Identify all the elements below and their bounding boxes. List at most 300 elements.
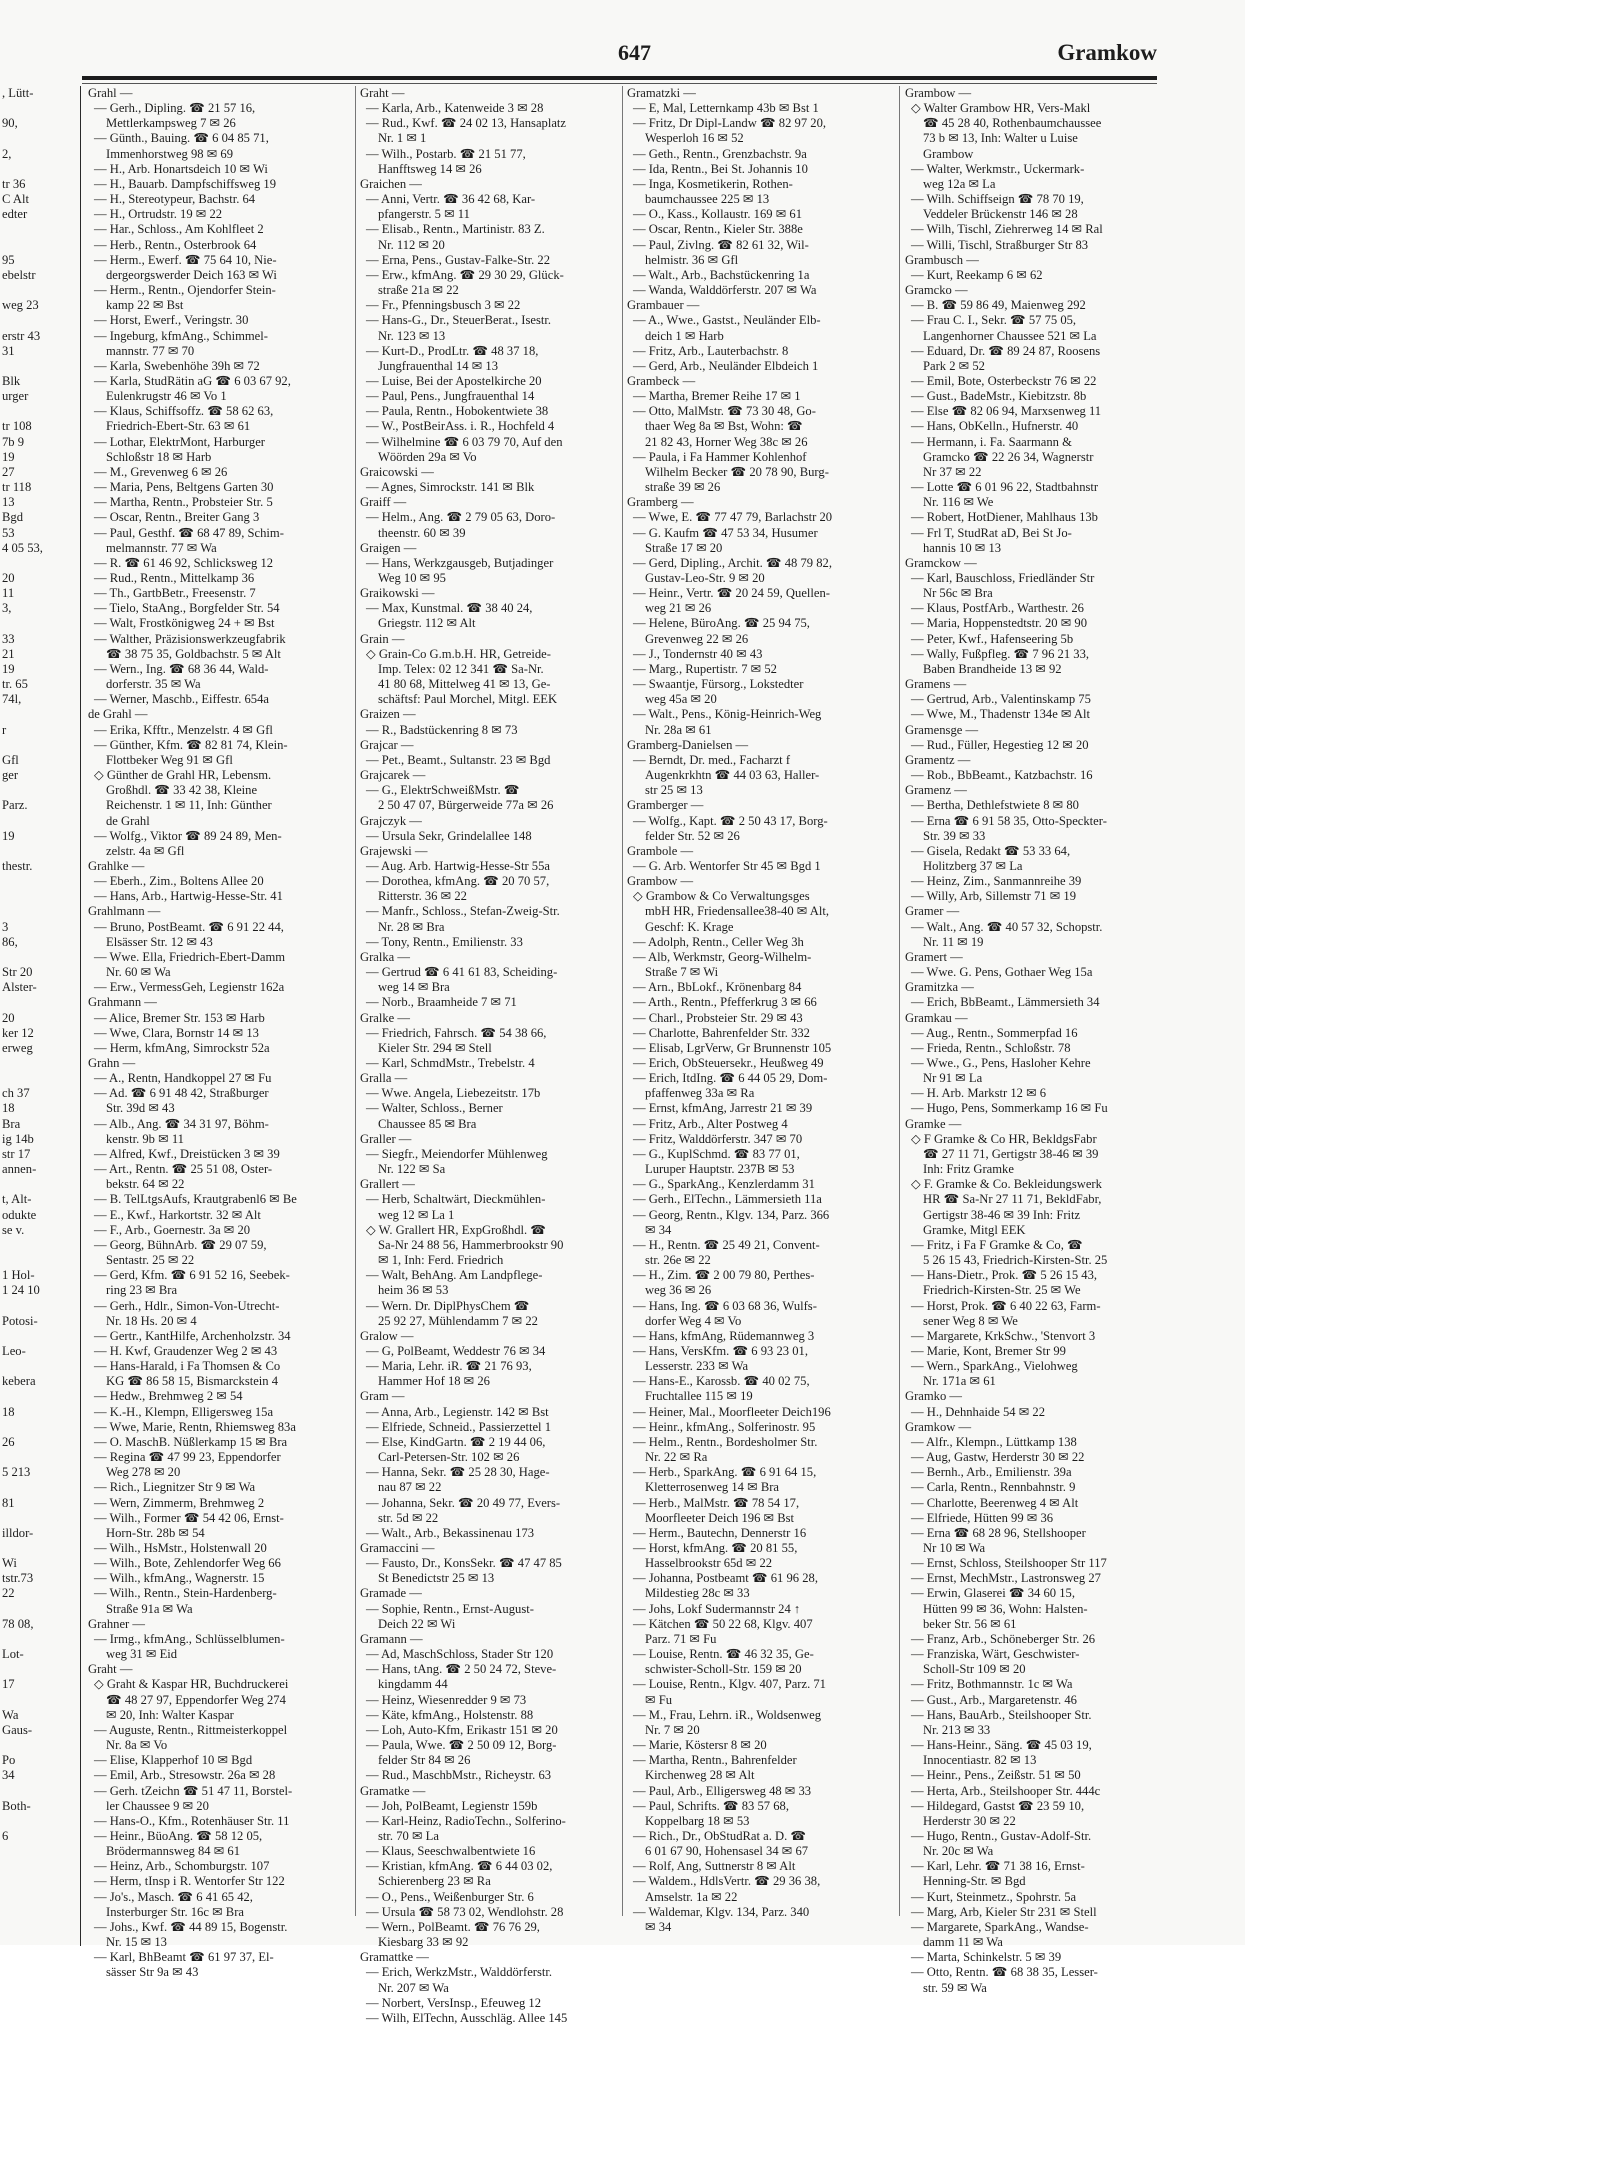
directory-line: — Elisab., Rentn., Martinistr. 83 Z. <box>366 222 545 237</box>
directory-line: — Auguste, Rentn., Rittmeisterkoppel <box>94 1722 288 1737</box>
directory-line: Nr. 116 ✉ We <box>923 495 994 510</box>
directory-line: — Erw., VermessGeh, Legienstr 162a <box>94 980 285 995</box>
directory-line: 21 82 43, Horner Weg 38c ✉ 26 <box>645 434 808 449</box>
directory-line: — Wwe., G., Pens, Hasloher Kehre <box>911 1056 1091 1070</box>
directory-line: Schierenberg 23 ✉ Ra <box>378 1874 491 1889</box>
directory-line: KG ☎ 86 58 15, Bismarckstein 4 <box>106 1374 279 1389</box>
directory-line: ◇ Grain-Co G.m.b.H. HR, Getreide- <box>366 646 551 661</box>
directory-line: Brödermannsweg 84 ✉ 61 <box>106 1844 241 1859</box>
directory-line: ☎ 27 11 71, Gertigstr 38-46 ✉ 39 <box>923 1146 1099 1161</box>
margin-fragment: Alster- <box>2 980 37 995</box>
margin-fragment: ger <box>2 768 19 783</box>
directory-line: — Herm., Ewerf. ☎ 75 64 10, Nie- <box>94 252 277 267</box>
margin-fragment <box>0 313 80 328</box>
directory-line: — B. TelLtgsAufs, Krautgrabenl6 ✉ Be <box>94 1192 297 1207</box>
directory-line: ◇ W. Grallert HR, ExpGroßhdl. ☎ <box>366 1222 546 1237</box>
directory-line: Gramcko — <box>905 283 968 298</box>
directory-line: ◇ Graht & Kaspar HR, Buchdruckerei <box>94 1677 289 1692</box>
directory-line: — Alfr., Klempn., Lüttkamp 138 <box>911 1434 1077 1449</box>
directory-line: Nr. 20c ✉ Wa <box>923 1844 994 1859</box>
column-4 <box>905 86 1160 1995</box>
directory-line: — Gerd, Kfm. ☎ 6 91 52 16, Seebek- <box>94 1268 290 1283</box>
directory-line: — Wilhelmine ☎ 6 03 79 70, Auf den <box>366 434 563 449</box>
directory-line: — Hans, tAng. ☎ 2 50 24 72, Steve- <box>366 1662 557 1677</box>
directory-line: Gramberg — <box>627 495 694 510</box>
directory-line: Kieler Str. 294 ✉ Stell <box>378 1040 492 1055</box>
directory-line: — Gust., Arb., Margaretenstr. 46 <box>911 1692 1077 1707</box>
directory-line: — Günther, Kfm. ☎ 82 81 74, Klein- <box>94 737 288 752</box>
directory-line: — Karla, Arb., Katenweide 3 ✉ 28 <box>366 101 544 116</box>
directory-line: — Wilh, Tischl, Ziehrerweg 14 ✉ Ral <box>911 222 1103 237</box>
directory-line: Grambeck — <box>627 373 696 388</box>
margin-fragment <box>0 1238 80 1253</box>
directory-line: — Tielo, StaAng., Borgfelder Str. 54 <box>94 601 280 616</box>
directory-line: Koppelbarg 18 ✉ 53 <box>645 1813 750 1828</box>
directory-line: — Alb., Ang. ☎ 34 31 97, Böhm- <box>94 1116 269 1131</box>
directory-line: — Charlotte, Beerenweg 4 ✉ Alt <box>911 1495 1079 1510</box>
directory-line: weg 14 ✉ Bra <box>378 980 450 995</box>
directory-line: — Gerh., Dipling. ☎ 21 57 16, <box>94 101 256 116</box>
margin-fragment: ig 14b <box>2 1131 34 1146</box>
directory-line: Graizen — <box>360 707 416 722</box>
directory-line: — Rud., MaschbMstr., Richeystr. 63 <box>366 1768 552 1783</box>
directory-line: — Rich., Liegnitzer Str 9 ✉ Wa <box>94 1480 256 1495</box>
directory-line: de Grahl — <box>88 707 148 722</box>
directory-line: — Peter, Kwf., Hafenseering 5b <box>911 631 1074 646</box>
directory-line: baumchaussee 225 ✉ 13 <box>645 192 770 207</box>
directory-line: — Fr., Pfenningsbusch 3 ✉ 22 <box>366 298 521 313</box>
margin-fragment: tr. 65 <box>2 677 28 692</box>
directory-line: straße 39 ✉ 26 <box>645 480 721 495</box>
margin-fragment: urger <box>2 389 29 404</box>
directory-line: nau 87 ✉ 22 <box>378 1480 442 1495</box>
margin-fragment: 86, <box>2 934 18 949</box>
margin-fragment <box>0 1480 80 1495</box>
directory-line: — Paul, Pens., Jungfrauenthal 14 <box>366 389 535 404</box>
margin-fragment: erweg <box>2 1040 33 1055</box>
directory-line: 25 92 27, Mühlendamm 7 ✉ 22 <box>378 1313 538 1328</box>
directory-line: sässer Str 9a ✉ 43 <box>106 1965 199 1980</box>
directory-line: — Waldemar, Klgv. 134, Parz. 340 <box>633 1904 810 1919</box>
directory-line: Nr. 15 ✉ 13 <box>106 1935 167 1950</box>
directory-line: — Hans, Arb., Hartwig-Hesse-Str. 41 <box>94 889 283 904</box>
margin-fragment: tr 108 <box>2 419 32 434</box>
directory-line: — Georg, BühnArb. ☎ 29 07 59, <box>94 1237 267 1252</box>
directory-line: — Hermann, i. Fa. Saarmann & <box>911 434 1072 449</box>
directory-line: — Louise, Rentn. ☎ 46 32 35, Ge- <box>633 1647 814 1662</box>
directory-line: — Anna, Arb., Legienstr. 142 ✉ Bst <box>366 1404 549 1419</box>
margin-fragment <box>0 1541 80 1556</box>
directory-line: — Walther, Präzisionswerkzeugfabrik <box>94 631 286 646</box>
directory-line: — Aug., Rentn., Sommerpfad 16 <box>911 1025 1078 1040</box>
column-3 <box>627 86 895 1934</box>
directory-line: Henning-Str. ✉ Bgd <box>923 1874 1026 1889</box>
directory-line: pfaffenweg 33a ✉ Ra <box>645 1086 755 1101</box>
directory-line: str. 5d ✉ 22 <box>378 1510 439 1525</box>
directory-line: 73 b ✉ 13, Inh: Walter u Luise <box>923 131 1078 146</box>
directory-line: Gertigstr 38-46 ✉ 39 Inh: Fritz <box>923 1207 1081 1222</box>
column-divider <box>899 86 900 1916</box>
directory-line: ring 23 ✉ Bra <box>106 1283 178 1298</box>
directory-line: — Carla, Rentn., Rennbahnstr. 9 <box>911 1480 1076 1495</box>
directory-line: — Georg, Rentn., Klgv. 134, Parz. 366 <box>633 1207 830 1222</box>
directory-line: — Herm., Bautechn, Dennerstr 16 <box>633 1525 807 1540</box>
directory-line: ✉ 34 <box>645 1222 672 1237</box>
directory-line: — Erich, BbBeamt., Lämmersieth 34 <box>911 995 1100 1010</box>
margin-fragment <box>0 1602 80 1617</box>
directory-line: — Gertr., KantHilfe, Archenholzstr. 34 <box>94 1328 291 1343</box>
directory-line: — M., Grevenweg 6 ✉ 26 <box>94 464 228 479</box>
margin-fragment <box>0 1329 80 1344</box>
directory-line: kingdamm 44 <box>378 1677 448 1692</box>
directory-line: — Marta, Schinkelstr. 5 ✉ 39 <box>911 1950 1062 1965</box>
directory-line: — Wwe, E. ☎ 77 47 79, Barlachstr 20 <box>633 510 833 525</box>
directory-line: Friedrich-Kirsten-Str. 25 ✉ We <box>923 1283 1081 1298</box>
directory-line: — Horst, kfmAng. ☎ 20 81 55, <box>633 1541 798 1555</box>
directory-line: — Heinz, Arb., Schomburgstr. 107 <box>94 1859 270 1874</box>
directory-line: — Rud., Füller, Hegestieg 12 ✉ 20 <box>911 737 1089 752</box>
directory-line: hannis 10 ✉ 13 <box>923 540 1002 555</box>
directory-line: — G., ElektrSchweißMstr. ☎ <box>366 783 520 798</box>
margin-fragment <box>0 1056 80 1071</box>
directory-line: — Herm., Rentn., Ojendorfer Stein- <box>94 283 276 298</box>
directory-line: — Erich, ItdIng. ☎ 6 44 05 29, Dom- <box>633 1071 828 1086</box>
directory-line: — Herta, Arb., Steilshooper Str. 444c <box>911 1783 1101 1798</box>
directory-line: — H., Arb. Honartsdeich 10 ✉ Wi <box>94 161 268 176</box>
directory-line: — Klaus, Schiffsoffz. ☎ 58 62 63, <box>94 404 274 419</box>
directory-line: — Aug, Gastw, Herderstr 30 ✉ 22 <box>911 1450 1085 1465</box>
margin-fragment: 34 <box>2 1768 15 1783</box>
directory-line: — Rud., Rentn., Mittelkamp 36 <box>94 571 255 585</box>
directory-line: Deich 22 ✉ Wi <box>378 1616 456 1631</box>
directory-line: pfangerstr. 5 ✉ 11 <box>378 207 470 222</box>
directory-line: Grambauer — <box>627 298 700 313</box>
directory-line: kenstr. 9b ✉ 11 <box>106 1131 184 1146</box>
directory-line: — Rob., BbBeamt., Katzbachstr. 16 <box>911 768 1093 783</box>
directory-line: ✉ 34 <box>645 1919 672 1934</box>
directory-line: Grambole — <box>627 843 694 858</box>
directory-line: Gralka — <box>360 949 411 964</box>
directory-line: — Horst, Ewerf., Veringstr. 30 <box>94 313 249 328</box>
directory-line: Gramitzka — <box>905 980 974 995</box>
directory-line: — Helm., Rentn., Bordesholmer Str. <box>633 1434 818 1449</box>
directory-line: — Manfr., Schloss., Stefan-Zweig-Str. <box>366 904 560 919</box>
directory-line: — Wwe. Ella, Friedrich-Ebert-Damm <box>94 949 286 964</box>
directory-line: weg 21 ✉ 26 <box>645 601 712 616</box>
margin-fragment: 20 <box>2 1010 15 1025</box>
directory-line: mannstr. 77 ✉ 70 <box>106 343 195 358</box>
directory-line: — Rud., Kwf. ☎ 24 02 13, Hansaplatz <box>366 116 567 131</box>
margin-fragment <box>0 359 80 374</box>
margin-fragment <box>0 1632 80 1647</box>
directory-line: — Hugo, Rentn., Gustav-Adolf-Str. <box>911 1828 1092 1843</box>
directory-line: — A., Wwe., Gastst., Neuländer Elb- <box>633 313 821 328</box>
directory-line: — G. Kaufm ☎ 47 53 34, Husumer <box>633 525 818 540</box>
directory-line: — Norb., Braamheide 7 ✉ 71 <box>366 995 517 1010</box>
margin-fragment: annen- <box>2 1162 37 1177</box>
directory-line: — Wwe, M., Thadenstr 134e ✉ Alt <box>911 707 1091 722</box>
margin-fragment: ker 12 <box>2 1025 34 1040</box>
directory-line: — Walter, Schloss., Berner <box>366 1101 503 1116</box>
directory-line: — Lothar, ElektrMont, Harburger <box>94 434 265 449</box>
page-header <box>0 40 1245 70</box>
directory-line: — Eduard, Dr. ☎ 89 24 87, Roosens <box>911 343 1101 358</box>
directory-line: — Frl T, StudRat aD, Bei St Jo- <box>911 525 1072 540</box>
directory-line: Mettlerkampsweg 7 ✉ 26 <box>106 116 236 131</box>
margin-fragment <box>0 738 80 753</box>
directory-line: Gramcko ☎ 22 26 34, Wagnerstr <box>923 449 1094 464</box>
margin-fragment <box>0 1662 80 1677</box>
margin-fragment: 18 <box>2 1404 15 1419</box>
directory-line: — O., Kass., Kollaustr. 169 ✉ 61 <box>633 207 803 222</box>
directory-line: — Paula, i Fa Hammer Kohlenhof <box>633 449 807 464</box>
directory-line: — Johs., Kwf. ☎ 44 89 15, Bogenstr. <box>94 1919 288 1934</box>
directory-line: — Anni, Vertr. ☎ 36 42 68, Kar- <box>366 192 536 207</box>
directory-line: — Gerd, Dipling., Archit. ☎ 48 79 82, <box>633 555 832 570</box>
directory-line: — Gisela, Redakt ☎ 53 33 64, <box>911 843 1071 858</box>
directory-line: — Elisab, LgrVerw, Gr Brunnenstr 105 <box>633 1040 832 1055</box>
directory-line: Gramert — <box>905 949 963 964</box>
directory-line: — Irmg., kfmAng., Schlüsselblumen- <box>94 1631 285 1646</box>
directory-line: melmannstr. 77 ✉ Wa <box>106 540 217 555</box>
directory-line: — Marg., Rupertistr. 7 ✉ 52 <box>633 661 777 676</box>
directory-line: — H., Rentn. ☎ 25 49 21, Convent- <box>633 1237 820 1252</box>
directory-line: Mildestieg 28c ✉ 33 <box>645 1586 750 1601</box>
directory-line: — Walt., Ang. ☎ 40 57 32, Schopstr. <box>911 919 1103 934</box>
directory-line: Gramke — <box>905 1116 962 1131</box>
directory-line: str. 59 ✉ Wa <box>923 1980 987 1995</box>
directory-line: — Charlotte, Bahrenfelder Str. 332 <box>633 1025 810 1040</box>
directory-line: Gramann — <box>360 1631 423 1646</box>
directory-line: — Ursula ☎ 58 73 02, Wendlohstr. 28 <box>366 1904 564 1919</box>
directory-line: — W., PostBeirAss. i. R., Hochfeld 4 <box>366 419 555 434</box>
directory-line: — Karl, SchmdMstr., Trebelstr. 4 <box>366 1056 535 1070</box>
directory-line: Graigen — <box>360 540 417 555</box>
directory-line: Grambow — <box>627 874 694 889</box>
directory-line: — Waldem., HdlsVertr. ☎ 29 36 38, <box>633 1874 821 1889</box>
directory-line: — Hans-E., Karossb. ☎ 40 02 75, <box>633 1374 810 1389</box>
directory-line: str. 70 ✉ La <box>378 1828 439 1843</box>
directory-line: — Alfred, Kwf., Dreistücken 3 ✉ 39 <box>94 1146 280 1161</box>
margin-fragment: 6 <box>2 1828 9 1843</box>
directory-line: Jungfrauenthal 14 ✉ 13 <box>378 358 499 373</box>
margin-fragment: 20 <box>2 571 15 585</box>
margin-fragment: tstr.73 <box>2 1571 34 1586</box>
directory-line: — Johs, Lokf Sudermannstr 24 ↑ <box>633 1601 801 1616</box>
directory-line: — Alice, Bremer Str. 153 ✉ Harb <box>94 1010 265 1025</box>
directory-line: — Hans, ObKelln., Hufnerstr. 40 <box>911 419 1079 434</box>
directory-line: Immenhorstweg 98 ✉ 69 <box>106 146 234 161</box>
directory-line: Grahl — <box>88 86 133 100</box>
margin-fragment: Parz. <box>2 798 28 813</box>
directory-line: Nr. 28 ✉ Bra <box>378 919 445 934</box>
directory-line: Grajewski — <box>360 843 428 858</box>
directory-line: sener Weg 8 ✉ We <box>923 1313 1018 1328</box>
directory-line: Gramko — <box>905 1389 963 1404</box>
directory-line: — Hildegard, Gastst ☎ 23 59 10, <box>911 1798 1085 1813</box>
directory-line: — Otto, MalMstr. ☎ 73 30 48, Go- <box>633 404 816 419</box>
directory-line: — G., KuplSchmd. ☎ 83 77 01, <box>633 1146 800 1161</box>
margin-fragment <box>0 238 80 253</box>
directory-line: Insterburger Str. 16c ✉ Bra <box>106 1904 244 1919</box>
margin-fragment <box>0 162 80 177</box>
directory-line: Kiesbarg 33 ✉ 92 <box>378 1935 469 1950</box>
margin-fragment <box>0 1071 80 1086</box>
margin-fragment: 78 08, <box>2 1616 34 1631</box>
directory-line: Flottbeker Weg 91 ✉ Gfl <box>106 752 233 767</box>
directory-line: Innocentiastr. 82 ✉ 13 <box>923 1753 1037 1768</box>
directory-line: — Alb, Werkmstr, Georg-Wilhelm- <box>633 949 812 964</box>
directory-line: theenstr. 60 ✉ 39 <box>378 525 466 540</box>
directory-line: ☎ 48 27 97, Eppendorfer Weg 274 <box>106 1692 286 1707</box>
directory-line: — Hans-Dietr., Prok. ☎ 5 26 15 43, <box>911 1268 1098 1283</box>
directory-line: Wöörden 29a ✉ Vo <box>378 449 477 464</box>
directory-line: Ritterstr. 36 ✉ 22 <box>378 889 467 904</box>
directory-line: — Erna, Pens., Gustav-Falke-Str. 22 <box>366 252 550 267</box>
directory-line: — Har., Schloss., Am Kohlfleet 2 <box>94 222 264 237</box>
directory-line: Gustav-Leo-Str. 9 ✉ 20 <box>645 571 765 585</box>
margin-fragment <box>0 1693 80 1708</box>
directory-line: kamp 22 ✉ Bst <box>106 298 184 313</box>
directory-line: — Wilh., Postarb. ☎ 21 51 77, <box>366 146 526 161</box>
directory-line: Nr. 213 ✉ 33 <box>923 1722 991 1737</box>
directory-line: — Herb., SparkAng. ☎ 6 91 64 15, <box>633 1465 817 1480</box>
directory-line: — G. Arb. Wentorfer Str 45 ✉ Bgd 1 <box>633 858 821 873</box>
directory-line: — H., Dehnhaide 54 ✉ 22 <box>911 1404 1046 1419</box>
margin-fragment <box>0 995 80 1010</box>
directory-line: Nr. 7 ✉ 20 <box>645 1722 700 1737</box>
directory-line: — Fritz, Dr Dipl-Landw ☎ 82 97 20, <box>633 116 827 131</box>
directory-line: St Benedictstr 25 ✉ 13 <box>378 1571 495 1586</box>
directory-line: mbH HR, Friedensallee38-40 ✉ Alt, <box>645 904 830 919</box>
directory-line: Grevenweg 22 ✉ 26 <box>645 631 749 646</box>
directory-line: Nr. 60 ✉ Wa <box>106 965 171 980</box>
directory-line: Nr. 112 ✉ 20 <box>378 237 445 252</box>
directory-line: Elsässer Str. 12 ✉ 43 <box>106 934 213 949</box>
directory-line: — Elise, Klapperhof 10 ✉ Bgd <box>94 1753 253 1768</box>
margin-fragment: Wi <box>2 1556 17 1571</box>
directory-line: straße 21a ✉ 22 <box>378 283 459 298</box>
directory-line: — Wilh., HsMstr., Holstenwall 20 <box>94 1541 267 1555</box>
directory-line: Gralke — <box>360 1010 411 1025</box>
directory-line: — Martha, Rentn., Probsteier Str. 5 <box>94 495 273 510</box>
directory-line: Holitzberg 37 ✉ La <box>923 858 1023 873</box>
directory-line: ◇ Grambow & Co Verwaltungsges <box>633 889 810 904</box>
directory-line: 5 26 15 43, Friedrich-Kirsten-Str. 25 <box>923 1253 1108 1268</box>
margin-fragment: 1 Hol- <box>2 1268 35 1283</box>
directory-line: — Herm, tInsp i R. Wentorfer Str 122 <box>94 1874 285 1889</box>
directory-line: — Sophie, Rentn., Ernst-August- <box>366 1601 534 1616</box>
margin-fragment: r <box>2 722 7 737</box>
directory-line: Nr. 207 ✉ Wa <box>378 1980 449 1995</box>
directory-line: — Eberh., Zim., Boltens Allee 20 <box>94 874 264 889</box>
directory-line: — Wern., Ing. ☎ 68 36 44, Wald- <box>94 661 269 676</box>
directory-line: — Kristian, kfmAng. ☎ 6 44 03 02, <box>366 1859 553 1874</box>
directory-line: — Emil, Bote, Osterbeckstr 76 ✉ 22 <box>911 373 1097 388</box>
margin-fragment <box>0 556 80 571</box>
directory-line: Nr. 171a ✉ 61 <box>923 1374 996 1389</box>
margin-fragment <box>0 404 80 419</box>
directory-line: — Hanna, Sekr. ☎ 25 28 30, Hage- <box>366 1465 550 1480</box>
directory-line: — Swaantje, Fürsorg., Lokstedter <box>633 677 804 692</box>
directory-line: Gralow — <box>360 1328 414 1343</box>
directory-line: — Wern. Dr. DiplPhysChem ☎ <box>366 1298 530 1313</box>
directory-line: — Walt., Arb., Bekassinenau 173 <box>366 1525 535 1540</box>
running-head: Gramkow <box>1057 40 1157 65</box>
directory-line: ◇ Günther de Grahl HR, Lebensm. <box>94 768 272 783</box>
directory-line: — Margarete, KrkSchw., 'Stenvort 3 <box>911 1328 1096 1343</box>
margin-fragment: 18 <box>2 1101 15 1116</box>
directory-line: — Bruno, PostBeamt. ☎ 6 91 22 44, <box>94 919 284 934</box>
directory-line: — Gerh. tZeichn ☎ 51 47 11, Borstel- <box>94 1783 293 1798</box>
margin-fragment <box>0 1738 80 1753</box>
margin-fragment: se v. <box>2 1222 25 1237</box>
directory-line: — Ernst, Schloss, Steilshooper Str 117 <box>911 1556 1107 1571</box>
directory-line: — Gertrud, Arb., Valentinskamp 75 <box>911 692 1091 707</box>
directory-line: — Willy, Arb, Sillemstr 71 ✉ 19 <box>911 889 1077 904</box>
directory-line: — Ida, Rentn., Bei St. Johannis 10 <box>633 161 808 176</box>
margin-fragment <box>0 844 80 859</box>
directory-line: Graht — <box>88 1662 133 1677</box>
directory-line: — Wally, Fußpfleg. ☎ 7 96 21 33, <box>911 646 1090 661</box>
directory-line: — Frau C. I., Sekr. ☎ 57 75 05, <box>911 313 1077 328</box>
directory-line: — Heinz, Wiesenredder 9 ✉ 73 <box>366 1692 527 1707</box>
directory-line: — Wilh, ElTechn, Ausschläg. Allee 145 <box>366 2010 568 2025</box>
directory-line: dergeorgswerder Deich 163 ✉ Wi <box>106 267 277 282</box>
directory-line: — Louise, Rentn., Klgv. 407, Parz. 71 <box>633 1677 826 1692</box>
directory-line: — Friedrich, Fahrsch. ☎ 54 38 66, <box>366 1025 547 1040</box>
margin-fragment: 90, <box>2 116 18 131</box>
directory-line: ✉ 1, Inh: Ferd. Friedrich <box>378 1253 504 1268</box>
directory-line: — Karl-Heinz, RadioTechn., Solferino- <box>366 1813 566 1828</box>
directory-line: weg 36 ✉ 26 <box>645 1283 712 1298</box>
directory-line: Grahmann — <box>88 995 157 1010</box>
margin-fragment: str 17 <box>2 1146 31 1161</box>
margin-fragment: 13 <box>2 495 15 510</box>
directory-line: Lesserstr. 233 ✉ Wa <box>645 1359 749 1374</box>
margin-fragment <box>0 222 80 237</box>
directory-line: — Erika, Kfftr., Menzelstr. 4 ✉ Gfl <box>94 722 273 737</box>
directory-line: — Karl, BhBeamt ☎ 61 97 37, El- <box>94 1950 274 1965</box>
directory-line: — E, Mal, Letternkamp 43b ✉ Bst 1 <box>633 101 819 116</box>
directory-line: — Agnes, Simrockstr. 141 ✉ Blk <box>366 480 535 495</box>
directory-line: — Herb., MalMstr. ☎ 78 54 17, <box>633 1495 800 1510</box>
margin-fragment: , Lütt- <box>2 86 34 100</box>
directory-line: — Herb, Schaltwärt, Dieckmühlen- <box>366 1192 546 1207</box>
margin-fragment: 11 <box>2 586 15 601</box>
directory-line: Carl-Petersen-Str. 102 ✉ 26 <box>378 1450 520 1465</box>
directory-line: str 25 ✉ 13 <box>645 783 703 798</box>
directory-line: — Berndt, Dr. med., Facharzt f <box>633 752 791 767</box>
directory-line: — Helm., Ang. ☎ 2 79 05 63, Doro- <box>366 510 556 525</box>
directory-line: — Wilh., Rentn., Stein-Hardenberg- <box>94 1586 277 1601</box>
directory-line: — Fritz, Arb., Alter Postweg 4 <box>633 1116 788 1131</box>
directory-line: — E., Kwf., Harkortstr. 32 ✉ Alt <box>94 1207 261 1222</box>
directory-line: Imp. Telex: 02 12 341 ☎ Sa-Nr. <box>378 661 544 676</box>
directory-line: Langenhorner Chaussee 521 ✉ La <box>923 328 1097 343</box>
directory-line: Nr. 22 ✉ Ra <box>645 1450 708 1465</box>
directory-line: — Wilh., kfmAng., Wagnerstr. 15 <box>94 1571 265 1586</box>
directory-line: — Dorothea, kfmAng. ☎ 20 70 57, <box>366 874 550 889</box>
directory-line: — Hans-Heinr., Säng. ☎ 45 03 19, <box>911 1738 1092 1753</box>
directory-line: — Martha, Rentn., Bahrenfelder <box>633 1753 797 1768</box>
directory-line: Nr 37 ✉ 22 <box>923 464 982 479</box>
directory-line: — Fausto, Dr., KonsSekr. ☎ 47 47 85 <box>366 1556 562 1571</box>
directory-line: Gramentz — <box>905 752 971 767</box>
directory-line: Amselstr. 1a ✉ 22 <box>645 1889 738 1904</box>
margin-fragment: 1 24 10 <box>2 1283 40 1298</box>
directory-line: — Fritz, i Fa F Gramke & Co, ☎ <box>911 1237 1083 1252</box>
